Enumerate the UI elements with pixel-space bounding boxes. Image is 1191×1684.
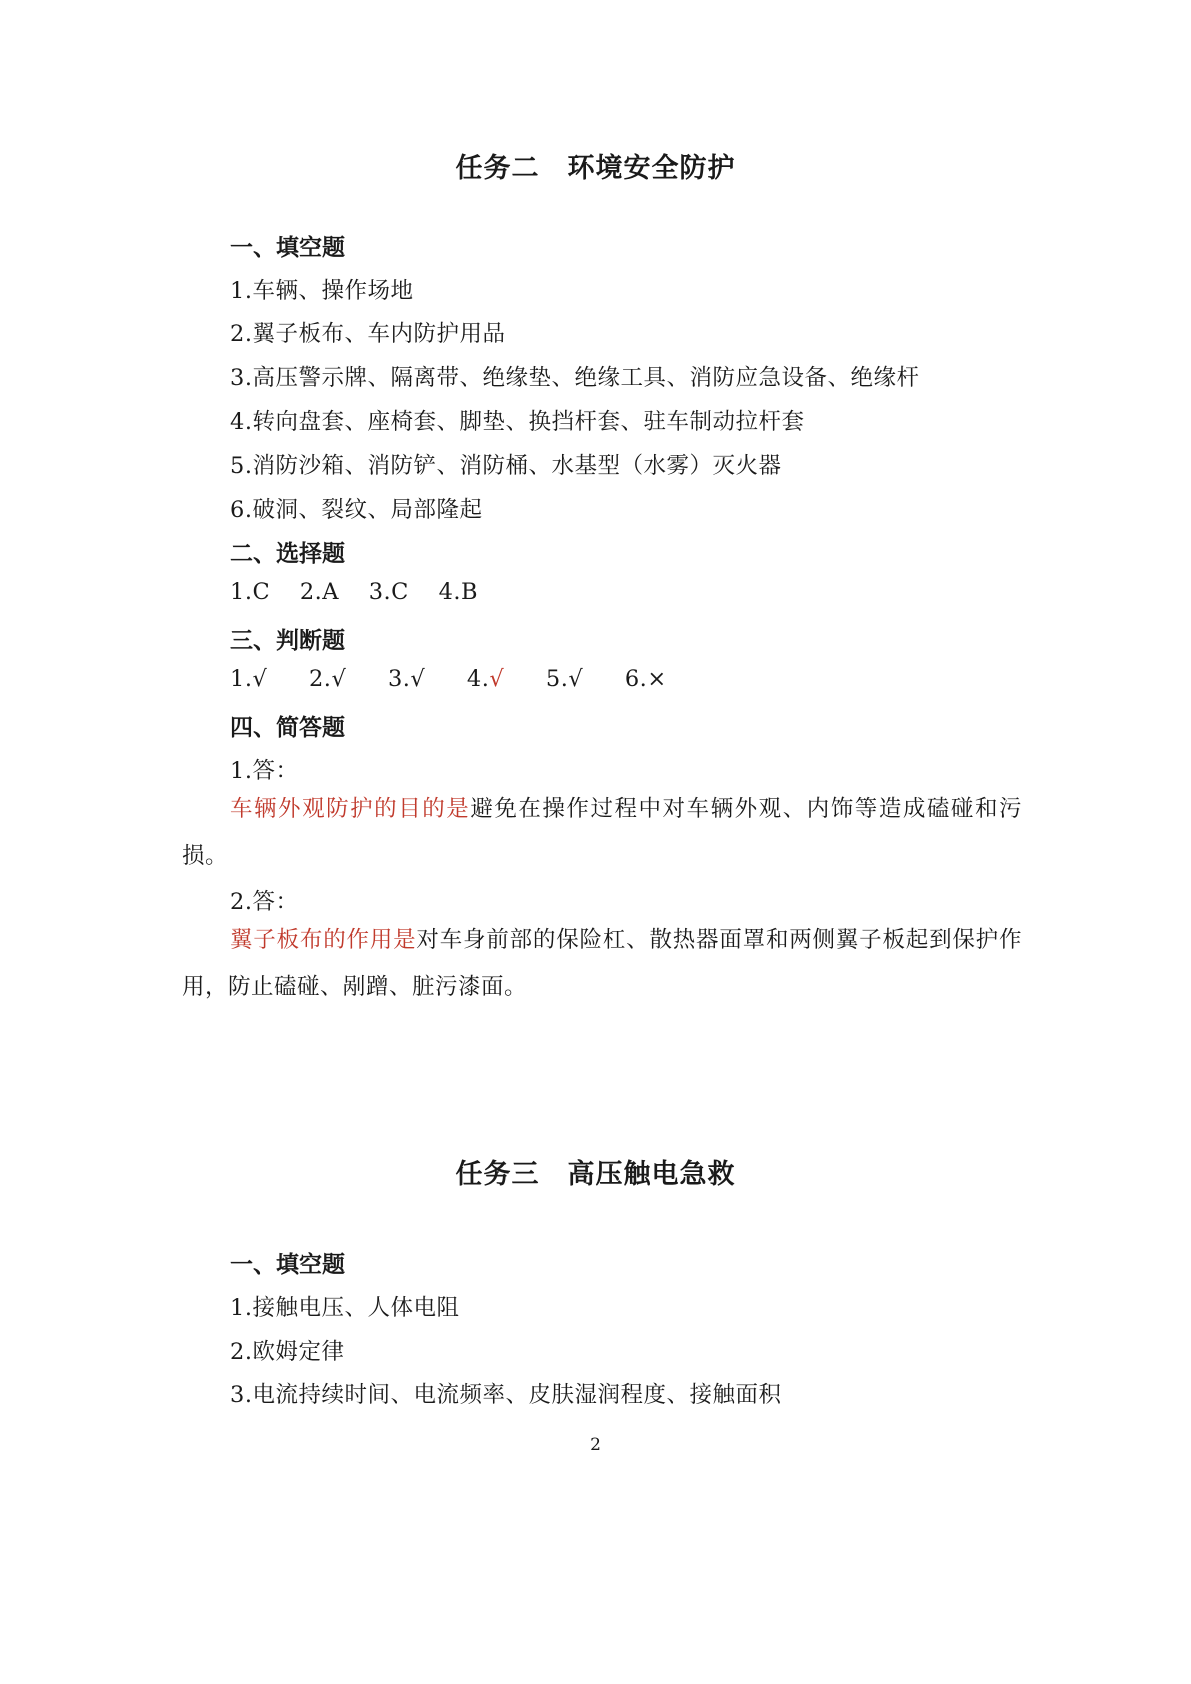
task3-fill-item-2: 2.欧姆定律 — [230, 1339, 345, 1365]
task3-fill-item-3: 3.电流持续时间、电流频率、皮肤湿润程度、接触面积 — [230, 1382, 782, 1408]
judge-answer: 5.√ — [545, 666, 584, 692]
short-answer-2-label: 2.答： — [230, 889, 299, 915]
choice-answer: 3.C — [368, 579, 409, 605]
task3-fill-heading: 一、填空题 — [230, 1252, 345, 1278]
answer-keyword: 翼子板布的作用是 — [230, 927, 417, 953]
task2-fill-item-5: 5.消防沙箱、消防铲、消防桶、水基型（水雾）灭火器 — [230, 453, 782, 479]
check-mark: √ — [331, 666, 347, 692]
page-number: 2 — [590, 1435, 601, 1455]
judge-answer: 4.√ — [466, 666, 505, 692]
task2-judge-heading: 三、判断题 — [230, 628, 345, 654]
task3-title: 任务三 高压触电急救 — [455, 1159, 736, 1190]
choice-answer: 4.B — [438, 579, 479, 605]
judge-answer: 1.√ — [230, 666, 268, 692]
check-mark: √ — [252, 666, 268, 692]
check-mark-red: √ — [489, 666, 505, 692]
answer-keyword: 车辆外观防护的目的是 — [230, 796, 471, 822]
judge-answer: 6.× — [624, 666, 667, 692]
task2-fill-item-6: 6.破洞、裂纹、局部隆起 — [230, 497, 483, 523]
task2-choice-answers — [230, 579, 478, 605]
task2-fill-item-4: 4.转向盘套、座椅套、脚垫、换挡杆套、驻车制动拉杆套 — [230, 409, 805, 435]
task2-judge-answers — [230, 666, 667, 692]
task2-fill-heading: 一、填空题 — [230, 235, 345, 261]
task2-choice-heading: 二、选择题 — [230, 541, 345, 567]
check-mark: √ — [568, 666, 584, 692]
cross-mark: × — [647, 666, 667, 692]
choice-answer: 2.A — [299, 579, 340, 605]
task2-fill-item-2: 2.翼子板布、车内防护用品 — [230, 321, 506, 347]
short-answer-1-text: 车辆外观防护的目的是避免在操作过程中对车辆外观、内饰等造成磕碰和污损。 — [182, 796, 1022, 869]
choice-answer: 1.C — [230, 579, 271, 605]
task2-title: 任务二 环境安全防护 — [455, 153, 736, 184]
task2-fill-item-1: 1.车辆、操作场地 — [230, 278, 414, 304]
task3-fill-item-1: 1.接触电压、人体电阻 — [230, 1295, 460, 1321]
judge-answer: 3.√ — [387, 666, 426, 692]
short-answer-2-text: 翼子板布的作用是对车身前部的保险杠、散热器面罩和两侧翼子板起到保护作用，防止磕碰、剐蹭、脏污漆面。 — [182, 927, 1022, 1000]
judge-answer: 2.√ — [308, 666, 347, 692]
check-mark: √ — [410, 666, 426, 692]
task2-fill-item-3: 3.高压警示牌、隔离带、绝缘垫、绝缘工具、消防应急设备、绝缘杆 — [230, 365, 920, 391]
short-answer-1-label: 1.答： — [230, 758, 299, 784]
task2-short-heading: 四、简答题 — [230, 715, 345, 741]
